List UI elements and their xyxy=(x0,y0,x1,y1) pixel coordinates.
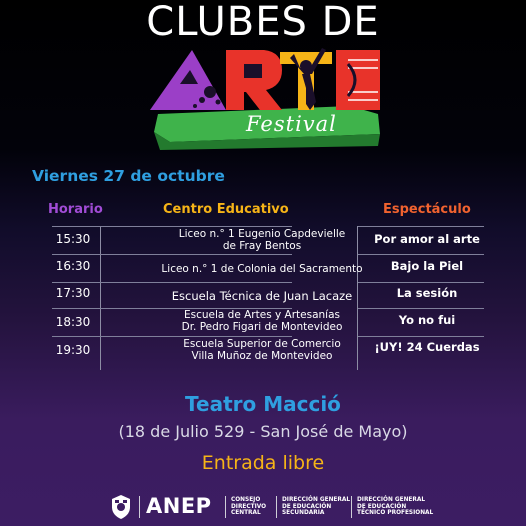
table-rule xyxy=(52,282,292,283)
row-center-line: Liceo n.° 1 de Colonia del Sacramento xyxy=(161,263,363,275)
festival-subtitle: Festival xyxy=(246,112,337,136)
footer-org-line: SECUNDARIA xyxy=(282,510,325,516)
table-rule xyxy=(358,226,484,227)
row-time: 18:30 xyxy=(55,315,91,329)
footer-org-line: DIRECTIVO xyxy=(231,503,267,510)
poster-title: CLUBES DE xyxy=(146,0,380,45)
footer-org-line: DE EDUCACIÓN xyxy=(282,503,332,510)
footer-org-line: DE EDUCACIÓN xyxy=(357,503,407,510)
column-header-horario: Horario xyxy=(48,202,103,217)
table-divider xyxy=(100,226,101,370)
footer-org-tecnico xyxy=(357,497,433,517)
row-show: La sesión xyxy=(396,286,458,300)
row-center-line: Villa Muñoz de Montevideo xyxy=(191,350,333,362)
footer-org-line: DIRECCIÓN GENERAL xyxy=(282,497,351,503)
row-center-line: Escuela de Artes y Artesanías xyxy=(183,309,341,321)
row-center-line: Escuela Técnica de Juan Lacaze xyxy=(171,289,353,303)
shield-icon xyxy=(110,494,132,520)
row-center-line: Dr. Pedro Figari de Montevideo xyxy=(181,321,343,333)
row-center-line: Liceo n.° 1 Eugenio Capdevielle xyxy=(178,228,346,240)
footer-separator xyxy=(139,496,140,518)
footer-separator xyxy=(225,496,226,518)
footer-org-line: CENTRAL xyxy=(231,510,261,516)
row-time: 17:30 xyxy=(55,286,91,300)
table-rule xyxy=(358,254,484,255)
footer-org-line: CONSEJO xyxy=(231,497,261,503)
footer-org-line: TÉCNICO PROFESIONAL xyxy=(357,510,434,516)
footer-org-line: DIRECCIÓN GENERAL xyxy=(357,497,426,503)
venue-address: (18 de Julio 529 - San José de Mayo) xyxy=(118,422,408,441)
column-header-centro: Centro Educativo xyxy=(163,202,289,217)
table-rule xyxy=(358,336,484,337)
table-rule xyxy=(52,336,292,337)
event-date: Viernes 27 de octubre xyxy=(32,167,225,185)
row-time: 16:30 xyxy=(55,259,91,273)
table-rule xyxy=(358,282,484,283)
table-rule xyxy=(52,254,292,255)
row-show: Yo no fui xyxy=(398,313,456,327)
row-time: 19:30 xyxy=(55,343,91,357)
table-rule xyxy=(52,226,292,227)
footer xyxy=(0,488,526,526)
entry-info: Entrada libre xyxy=(201,452,325,474)
footer-org-secundaria xyxy=(282,497,350,517)
row-show: Bajo la Piel xyxy=(390,259,464,273)
column-header-espectaculo: Espectáculo xyxy=(383,202,471,217)
row-show: Por amor al arte xyxy=(374,232,480,246)
row-show: ¡UY! 24 Cuerdas xyxy=(374,340,480,354)
footer-separator xyxy=(351,496,352,518)
row-time: 15:30 xyxy=(55,232,91,246)
footer-separator xyxy=(276,496,277,518)
footer-org-consejo xyxy=(231,497,266,517)
anep-brand: ANEP xyxy=(146,494,212,518)
row-center-line: Escuela Superior de Comercio xyxy=(183,338,341,350)
row-center-line: de Fray Bentos xyxy=(222,240,302,252)
venue-name: Teatro Macció xyxy=(185,392,341,416)
